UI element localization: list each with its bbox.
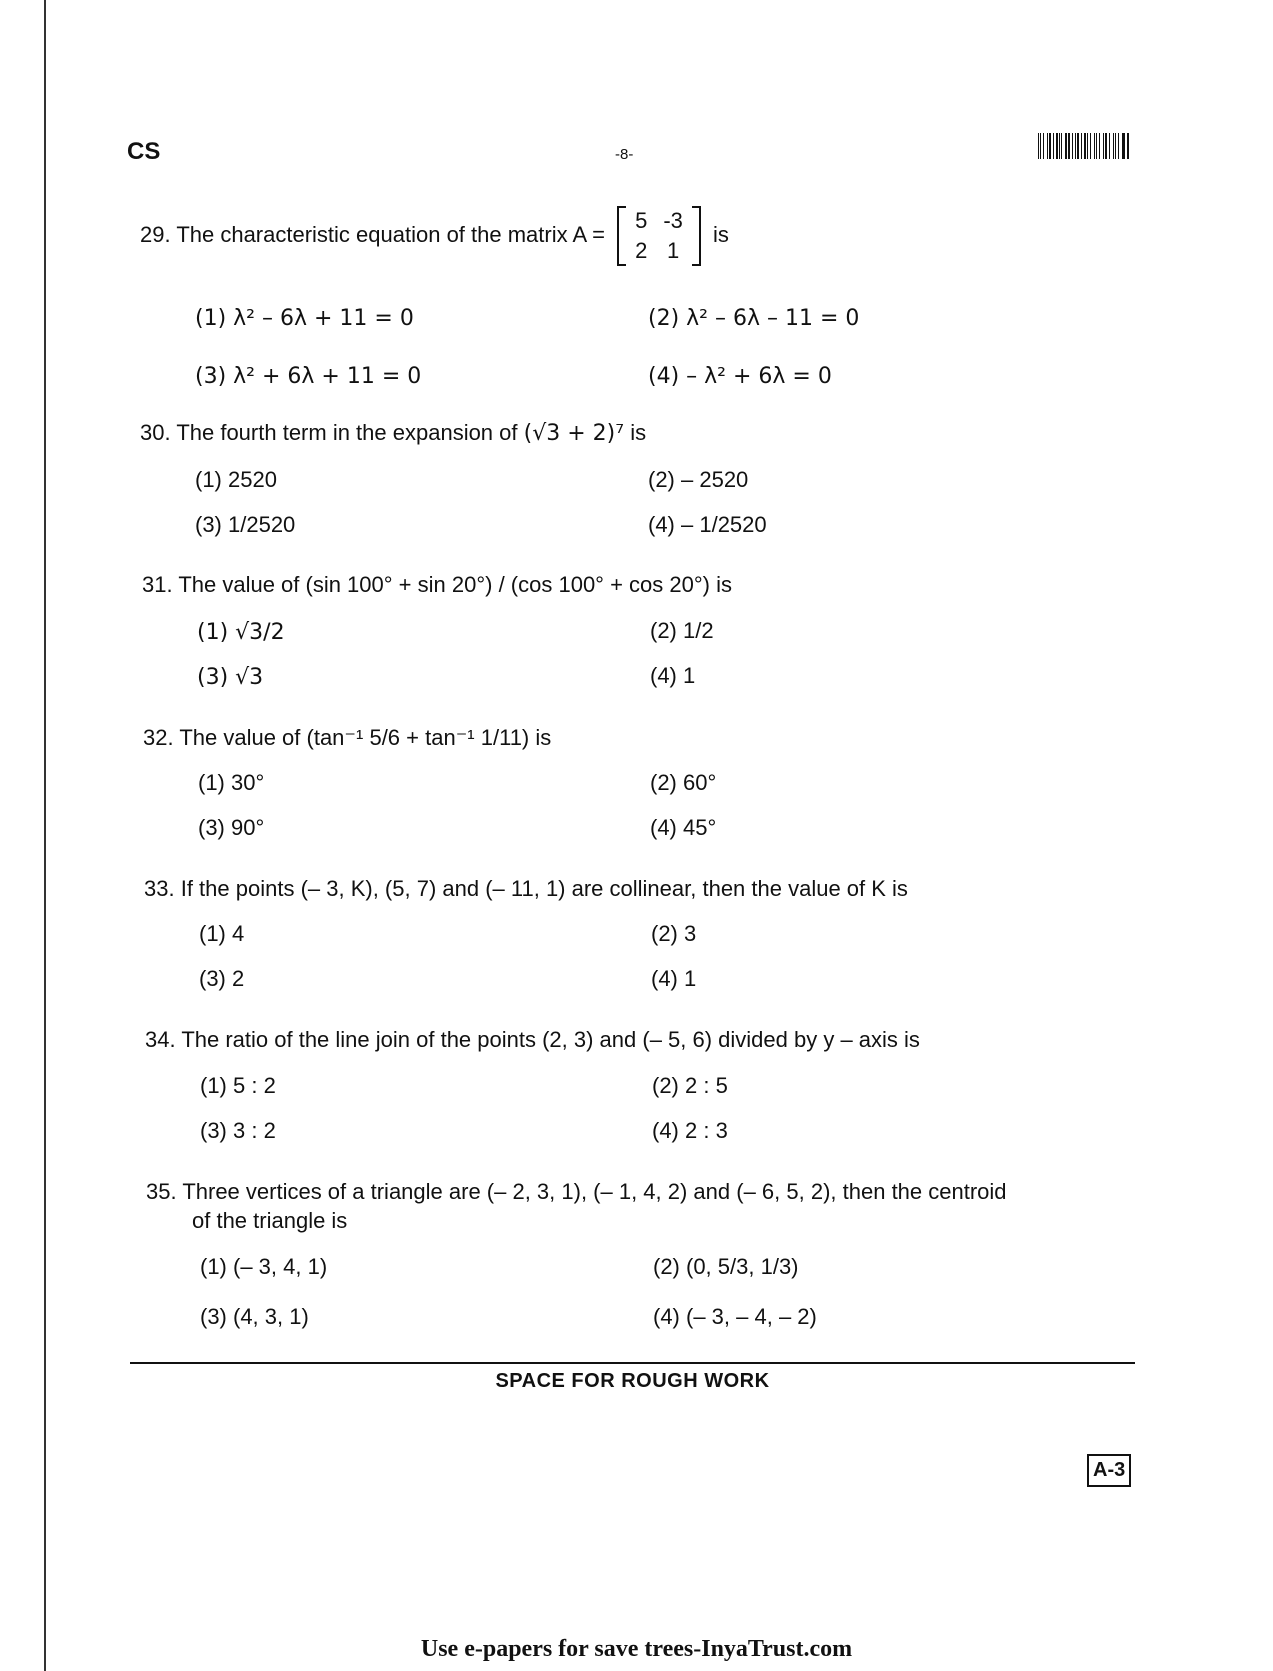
option-31-1: (1) √3/2 — [197, 620, 285, 645]
option-29-4: (4) – λ² + 6λ = 0 — [648, 364, 832, 389]
barcode-bar — [1056, 133, 1057, 159]
rough-work-divider — [130, 1362, 1135, 1364]
option-31-3: (3) √3 — [197, 665, 264, 690]
barcode-bar — [1040, 133, 1041, 159]
option-34-2: (2) 2 : 5 — [652, 1073, 728, 1098]
question-number: 33. — [144, 876, 175, 901]
question-text: The value of (sin 100° + sin 20°) / (cos 100° + cos 20°) is — [178, 572, 732, 597]
subject-code: CS — [127, 138, 161, 165]
option-34-1: (1) 5 : 2 — [200, 1073, 276, 1098]
rough-work-label: SPACE FOR ROUGH WORK — [495, 1370, 770, 1392]
barcode-bar — [1115, 133, 1116, 159]
question-35-continued: of the triangle is — [192, 1208, 348, 1233]
matrix-cell: 1 — [666, 238, 680, 263]
barcode-bar — [1075, 133, 1076, 159]
barcode-bar — [1043, 133, 1044, 159]
barcode-bar — [1127, 133, 1129, 159]
barcode-icon — [1038, 133, 1132, 159]
barcode-bar — [1118, 133, 1119, 159]
option-30-4: (4) – 1/2520 — [648, 512, 767, 537]
question-30 — [140, 420, 646, 447]
binomial-expression: (√3 + 2)⁷ — [523, 421, 625, 446]
option-29-1: (1) λ² – 6λ + 11 = 0 — [195, 306, 414, 331]
option-33-2: (2) 3 — [651, 921, 697, 946]
barcode-bar — [1081, 133, 1082, 159]
question-number: 35. — [146, 1179, 177, 1204]
question-34 — [145, 1027, 920, 1053]
barcode-bar — [1123, 133, 1124, 159]
matrix-cell: -3 — [663, 208, 683, 233]
barcode-bar — [1072, 133, 1073, 159]
barcode-bar — [1099, 133, 1100, 159]
option-35-1: (1) (– 3, 4, 1) — [200, 1254, 328, 1279]
barcode-bar — [1068, 133, 1070, 159]
barcode-bar — [1103, 133, 1104, 159]
option-34-4: (4) 2 : 3 — [652, 1118, 728, 1143]
option-32-3: (3) 90° — [198, 815, 265, 840]
barcode-bar — [1122, 133, 1123, 159]
question-number: 32. — [143, 725, 174, 750]
option-30-1: (1) 2520 — [195, 467, 277, 492]
option-35-2: (2) (0, 5/3, 1/3) — [653, 1254, 799, 1279]
question-32 — [143, 725, 551, 751]
series-code-box: A-3 — [1087, 1454, 1131, 1487]
page-number: -8- — [615, 146, 634, 163]
barcode-bar — [1047, 133, 1048, 159]
barcode-bar — [1053, 133, 1054, 159]
question-number: 29. — [140, 221, 171, 247]
question-text: If the points (– 3, K), (5, 7) and (– 11, 1) are collinear, then the value of K is — [180, 876, 908, 901]
barcode-bar — [1087, 133, 1088, 159]
footer-text: Use e-papers for save trees-InyaTrust.com — [420, 1636, 853, 1662]
question-number: 34. — [145, 1027, 176, 1052]
option-30-3: (3) 1/2520 — [195, 512, 296, 537]
barcode-bar — [1038, 133, 1039, 159]
question-33 — [144, 876, 908, 902]
barcode-bar — [1065, 133, 1066, 159]
question-number: 30. — [140, 420, 171, 445]
option-35-3: (3) (4, 3, 1) — [200, 1304, 309, 1329]
question-31 — [142, 572, 732, 598]
question-text: The ratio of the line join of the points (2, 3) and (– 5, 6) divided by y – axis is — [181, 1027, 920, 1052]
question-text: The value of (tan⁻¹ 5/6 + tan⁻¹ 1/11) is — [179, 725, 552, 750]
question-text-end: is — [713, 221, 729, 247]
question-text-end: is — [630, 420, 647, 445]
option-30-2: (2) – 2520 — [648, 467, 749, 492]
option-31-2: (2) 1/2 — [650, 618, 714, 643]
option-32-2: (2) 60° — [650, 770, 717, 795]
option-32-1: (1) 30° — [198, 770, 265, 795]
barcode-bar — [1109, 133, 1110, 159]
page-margin-line — [44, 0, 46, 1671]
barcode-bar — [1077, 133, 1078, 159]
barcode-bar — [1084, 133, 1086, 159]
barcode-bar — [1059, 133, 1060, 159]
barcode-bar — [1113, 133, 1114, 159]
question-35 — [146, 1179, 1007, 1205]
barcode-bar — [1049, 133, 1051, 159]
option-29-2: (2) λ² – 6λ – 11 = 0 — [648, 306, 860, 331]
barcode-bar — [1105, 133, 1107, 159]
barcode-bar — [1061, 133, 1062, 159]
option-31-4: (4) 1 — [650, 663, 696, 688]
option-32-4: (4) 45° — [650, 815, 717, 840]
question-number: 31. — [142, 572, 173, 597]
option-33-1: (1) 4 — [199, 921, 245, 946]
question-text: The characteristic equation of the matrix A = — [176, 221, 605, 247]
question-text: Three vertices of a triangle are (– 2, 3, 1), (– 1, 4, 2) and (– 6, 5, 2), then the centroid — [182, 1179, 1007, 1204]
matrix-cell: 5 — [635, 208, 648, 233]
barcode-bar — [1094, 133, 1095, 159]
option-33-3: (3) 2 — [199, 966, 245, 991]
barcode-bar — [1090, 133, 1091, 159]
option-34-3: (3) 3 : 2 — [200, 1118, 276, 1143]
matrix-a — [617, 206, 701, 266]
option-33-4: (4) 1 — [651, 966, 697, 991]
option-35-4: (4) (– 3, – 4, – 2) — [653, 1304, 817, 1329]
question-text: The fourth term in the expansion of — [176, 420, 518, 445]
option-29-3: (3) λ² + 6λ + 11 = 0 — [195, 364, 422, 389]
matrix-cell: 2 — [635, 238, 648, 263]
question-29 — [140, 206, 729, 266]
barcode-bar — [1096, 133, 1097, 159]
